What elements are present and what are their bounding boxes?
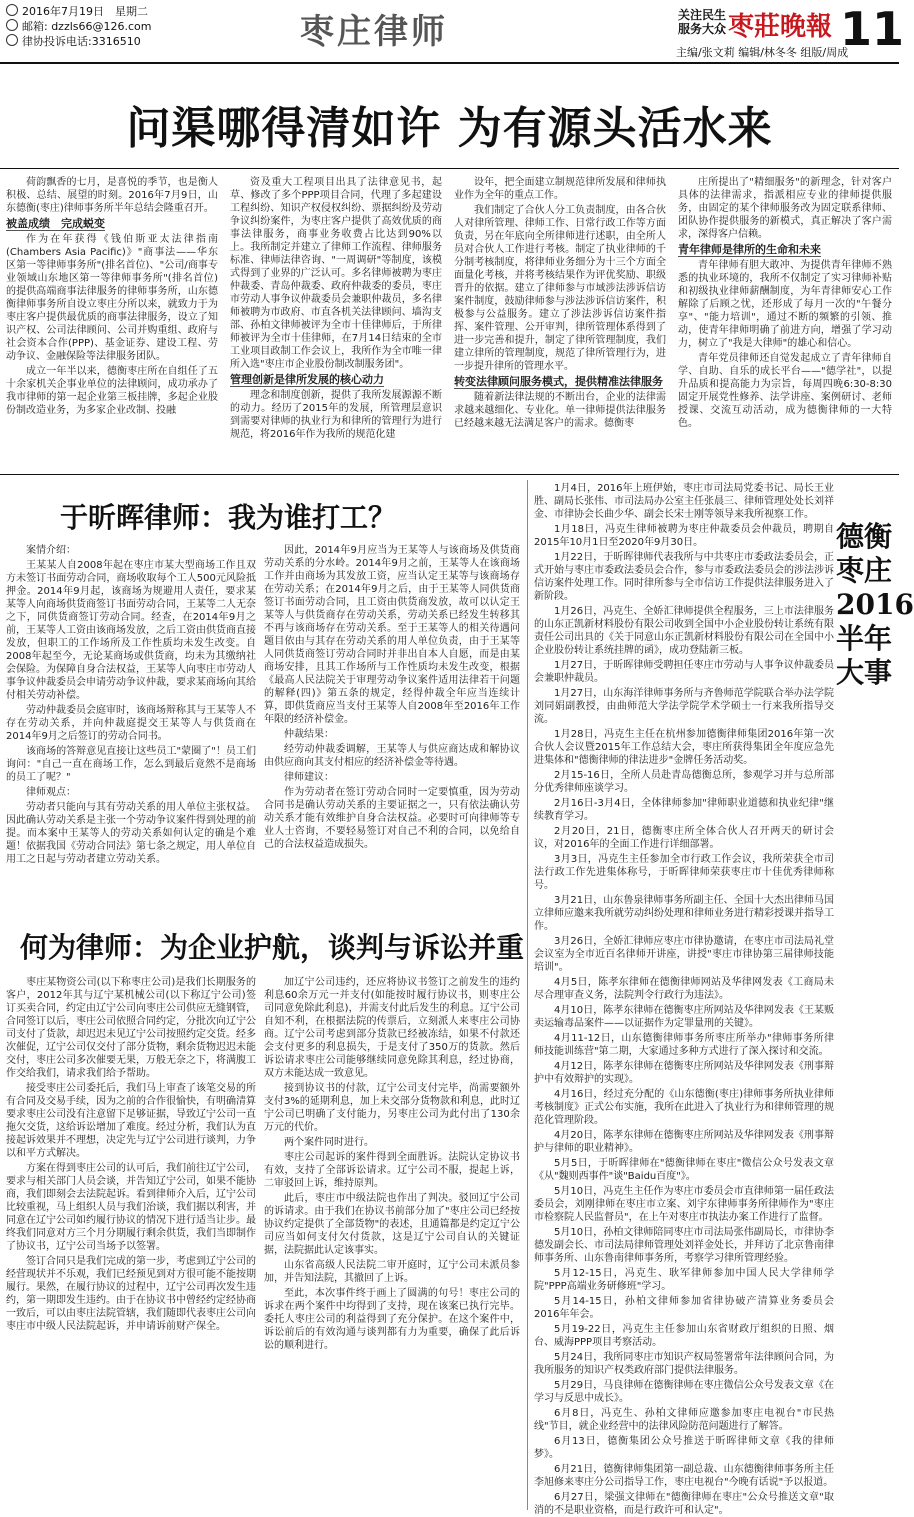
event-item: 5月12-15日，冯克生、耿军律师参加中国人民大学律师学院"PPP高端业务研修班"学习。 <box>534 1268 834 1292</box>
slogan: 关注民生 服务大众 <box>678 8 727 36</box>
event-item: 3月3日，冯克生主任参加全市行政工作会议，我所荣获全市司法行政工作先进集体称号，于昕晖律师荣获枣庄市十佳优秀律师称号。 <box>534 854 834 891</box>
event-item: 1月18日，冯克生律师被聘为枣庄仲裁委员会仲裁员，聘期自2015年10月1日至2020年9月30日。 <box>534 524 834 548</box>
paragraph: 该商场的答辩意见直接让这些员工"蒙圈了"！员工们询问："自己一直在商场工作，怎么到最后竟然不是商场的员工了呢？" <box>6 746 256 783</box>
paragraph: 随着新法律法规的不断出台，企业的法律需求越来越细化、专业化。单一律师提供法律服务已经越来越无法满足客户的需求。德衡枣 <box>454 392 666 429</box>
main-headline: 问渠哪得清如许 为有源头活水来 <box>126 103 773 154</box>
event-item: 5月10日，冯克生主任作为枣庄市委员会市直律师第一届任政法委员会，刘刚律师在枣庄市立案、刘宇东律师事务所律师作为"枣庄市检察院人民监督员"，在上午对枣庄市执法办案工作进行了监督。 <box>534 1186 834 1223</box>
lead-col-4 <box>678 176 892 466</box>
paragraph: 接到协议书的付款，辽宁公司支付完毕，尚需要额外支付3%的延期利息，加上未交部分货物款和利息，此时辽宁公司已明确了支付能力，另枣庄公司为此付出了130余万元的代价。 <box>264 1083 520 1133</box>
email-text: 邮箱: dzzls66@126.com <box>22 20 152 33</box>
event-item: 2月16日-3月4日，全体律师参加"律师职业道德和执业纪律"继续教育学习。 <box>534 798 834 822</box>
article-title-yu: 于昕晖律师：我为谁打工？ <box>60 501 397 534</box>
paragraph: 律师建议： <box>284 772 334 783</box>
event-item: 5月5日，于昕晖律师在"德衡律师在枣庄"微信公众号发表文章《从"魏则西事件"谈"Baidu百度"》。 <box>534 1158 834 1182</box>
clock-icon <box>6 4 18 16</box>
paragraph: 劳动者只能向与其有劳动关系的用人单位主张权益。因此确认劳动关系是主张一个劳动争议案件得到处理的前提。而本案中王某等人的劳动关系如何认定的确是个难题！依据我国《劳动合同法》第七条之规定，用人单位自用工之日起与劳动者建立劳动关系。 <box>6 802 256 865</box>
event-item: 4月12日，陈孝东律师在德衡枣庄所网站及华律网发表《刑事辩护中有效辩护的实现》。 <box>534 1061 834 1085</box>
paragraph: 王某某人自2008年起在枣庄市某大型商场工作且双方未签订书面劳动合同，商场收取每个工人500元风险抵押金。2014年9月起，该商场为规避用人责任，要求某某等人向商场供货商签订书面劳动合同，王某等二人无奈之下，同供货商签订劳动合同。经查，在2014年9月之前，王某等人工资由该商场发放，之后工资由供货商直接发放，但职工的工作场所及工作性质均未发生改变。自2008年起至今，无论某商场或供货商，均未为其缴纳社会保险。为保障自身合法权益，王某等人向枣庄市劳动人事争议仲裁委员会申请劳动争议仲裁，要求某商场向其给付相关劳动补偿。 <box>6 560 256 701</box>
event-item: 3月26日，全娇汇律师应枣庄市律协邀请，在枣庄市司法局礼堂会议室为全市近百名律师开讲座，讲授"枣庄市律协第三届律师技能培训"。 <box>534 936 834 973</box>
event-item: 4月11-12日，山东德衡律师事务所枣庄所举办"律师事务所律师技能训练营"第二期，大家通过多种方式进行了深入探讨和交流。 <box>534 1033 834 1057</box>
paragraph: 此后，枣庄市中级法院也作出了判决。驳回辽宁公司的诉请求。由于我们在协议书前部分加了"枣庄公司已经按协议约定提供了全部货物"的表述，且通篇都是约定辽宁公司应当如何支付欠付货款，这是辽宁公司自认的关键证据，法院据此认定该事实。 <box>264 1193 520 1256</box>
paragraph: 因此，2014年9月应当为王某等人与该商场及供货商劳动关系的分水岭。2014年9月之前，王某等人在该商场工作并由商场为其发放工资，应当认定王某等与该商场存在劳动关系；在2014年9月之后，由于王某等人同供货商签订书面劳动合同，且工资由供货商发放，故可以认定王某等人与供货商存在劳动关系，劳动关系已经发生转移其不再与该商场存在劳动关系。至于王某等人的相关待遇问题目依由与其存在劳动关系的用人单位负责，由于王某等人同供货商签订劳动合同时并非出自本人自愿，而是由某商场安排，且其工作场所与工作性质均未发生改变，根据《最高人民法院关于审理劳动争议案件适用法律若干问题的解释(四)》第五条的规定，经得仲裁全年应当连续计算，即供货商应当支付王某等人自2008年至2016年工作年限的经济补偿金。 <box>264 545 520 725</box>
paragraph: 两个案件同时进行。 <box>284 1137 374 1148</box>
event-item: 1月28日，冯克生主任在杭州参加德衡律师集团2016年第一次合伙人会议暨2015年工作总结大会，枣庄所获得集团全年度应急先进集体和"德衡律师的律法进步"金牌任务活动奖。 <box>534 729 834 766</box>
paragraph: 仲裁结果： <box>284 729 334 740</box>
column-divider <box>527 480 528 1510</box>
event-item: 4月10日，陈孝东律师在德衡枣庄所网站及华律网发表《王某贩卖运输毒品案件——以证据作为定罪量刑的关键》。 <box>534 1005 834 1029</box>
event-item: 4月5日，陈孝东律师在德衡律师网站及华律网发表《工商局未尽合理审查义务，法院判令行政行为违法》。 <box>534 977 834 1001</box>
paragraph: 山东省高级人民法院二审开庭时，辽宁公司未派员参加，并告知法院，其撤回了上诉。 <box>264 1260 520 1284</box>
event-item: 1月22日，于昕晖律师代表我所与中共枣庄市委政法委员会，正式开始与枣庄市委政法委员会合作，参与市委政法委员会的涉法涉诉信访案件处理工作。同时律所参与全市信访工作提供法律服务进入了新阶段。 <box>534 552 834 602</box>
header-rule <box>0 62 899 64</box>
paragraph: 案情介绍： <box>26 545 76 556</box>
lead-col-1 <box>6 176 218 466</box>
page-number: 11 <box>840 2 905 56</box>
section-title: 枣庄律师 <box>300 12 448 52</box>
article-title-he: 何为律师：为企业护航，谈判与诉讼并重 <box>20 931 525 964</box>
events-list <box>534 482 834 1516</box>
hotline <box>6 34 141 48</box>
event-item: 1月27日，山东海洋律师事务所与齐鲁师范学院联合举办法学院刘同娟副教授，由曲师范大学法学院学术学硕士一行来我所指导交流。 <box>534 688 834 725</box>
paragraph: 加辽宁公司违约，还应将协议书签订之前发生的违约利息60余万元一并支付(如能按时履行协议书，则枣庄公司同意免除此利息)，并需支付此后发生的利息。辽宁公司自知不利，在根据法院的传票后，立刻派人来枣庄公司协商。辽宁公司考虑到部分货款已经被冻结，如果不付款还会支付更多的利息损失，于是支付了350万的货款。然后诉讼请求枣庄公司能够继续同意免除其利息，经过协商，双方未能达成一致意见。 <box>264 977 520 1079</box>
paragraph: 方案在得到枣庄公司的认可后，我们前往辽宁公司，要求与相关部门人员会谈，并告知辽宁公司，如果不能协商，我们即刻会去法院起诉。看到律师介入后，辽宁公司比较重视，马上组织人员与我们治谈，我们据以利害，并同意在辽宁公司如约履行协议的情况下进行适当让步。最终我们同意对方三个月分期履行剩余供货，我们当即制作了协议书，辽宁公司当场予以签署。 <box>6 1163 256 1252</box>
event-item: 1月27日，于昕晖律师受聘担任枣庄市劳动与人事争议仲裁委员会兼职仲裁员。 <box>534 660 834 684</box>
paragraph: 枣庄某物资公司(以下称枣庄公司)是我们长期服务的客户，2012年其与辽宁某机械公司(以下称辽宁公司)签订买卖合同，约定由辽宁公司向枣庄公司供应无缝钢管，合同签订以后，枣庄公司依照合同约定，分批次向辽宁公司支付了货款，却迟迟未见辽宁公司按照约定交货。经多次催促，辽宁公司仅交付了部分货物，剩余货物迟迟未能交付，枣庄公司多次催要无果，万般无奈之下，将满腹工作交给我们，请求我们给予帮助。 <box>6 977 256 1079</box>
event-item: 5月29日，马良律师在德衡律师在枣庄微信公众号发表文章《在学习与反思中成长》。 <box>534 1380 834 1404</box>
event-item: 5月14-15日，孙柏文律师参加省律协破产清算业务委员会2016年年会。 <box>534 1296 834 1320</box>
paragraph: 资及重大工程项目出具了法律意见书，起草、修改了多个PPP项目合同，代理了多起建设工程纠纷、知识产权侵权纠纷、票据纠纷及劳动争议纠纷案件，为枣庄客户提供了高效优质的商事法律服务，商事业务收费占比达到90%以上。我所制定并建立了律师工作流程、律师服务标准、律师法律咨询、"一周调研"等制度，该模式得到了业界的广泛认可。多名律师被聘为枣庄仲裁委、青岛仲裁委、政府仲裁委的委员，枣庄市劳动人事争议仲裁委员会兼职仲裁员，多名律师被聘为市政府、市直各机关法律顾问、墙沟支部、孙柏文律师被评为全市十佳律师后，于所律师被评为全市十佳律师，在7月14日结束的全市工业项目政制工作会议上，我所作为全市唯一律所入选"枣庄市企业股份制改制服务团"。 <box>230 177 442 370</box>
subhead: 青年律师是律所的生命和未来 <box>678 243 821 256</box>
event-item: 6月13日，德衡集团公众号推送于昕晖律师文章《我的律师梦》。 <box>534 1436 834 1460</box>
paragraph: 接受枣庄公司委托后，我们马上审查了该笔交易的所有合同及交易手续，因为之前的合作很愉快，有明确清算要求枣庄公司没有注意留下足够证据，导致辽宁公司一直拖欠交货，这给诉讼增加了难度。经过分析，我们认为直接起诉效果并不理想，决定先与辽宁公司进行谈判，力争以和平方式解决。 <box>6 1083 256 1159</box>
event-item: 5月10日，孙柏文律师陪同枣庄市司法局张伟副局长，市律协李德发副会长、市司法局律师管理处刘祥金处长，并拜访了北京鲁南律师事务所、山东鲁南律师事务所，考察学习律所管理经验。 <box>534 1227 834 1264</box>
event-item: 1月26日，冯克生、全娇汇律师提供全程服务，三上市法律服务的山东正凯新材料股份有限公司收到全国中小企业股份转让系统有限责任公司出具的《关于同意山东正凯新材料股份有限公司在全国中小企业股份转让系统挂牌的函》，成功登陆新三板。 <box>534 606 834 656</box>
paragraph: 签订合同只是我们完成的第一步，考虑到辽宁公司的经营现状并不乐观，我们已经预见到对方很可能不能按期履行。果然，在履行协议的过程中，辽宁公司再次发生违约，第一期即发生违约。由于在协议书中曾经约定经协商一致后，可以由枣庄法院管辖，我们随即代表枣庄公司向枣庄市中级人民法院起诉，并申请诉前财产保全。 <box>6 1256 256 1332</box>
paragraph: 至此，本次事件终于画上了圆满的句号！枣庄公司的诉求在两个案件中均得到了支持，现在该案已执行完毕。委托人枣庄公司的利益得到了充分保护。在这个案件中，诉讼前后的有效沟通与谈判都有力为重要，确保了此后诉讼的顺利进行。 <box>264 1288 520 1351</box>
paragraph: 劳动仲裁委员会庭审时，该商场辩称其与王某等人不存在劳动关系，并向仲裁庭提交王某等人与供货商在2014年9月之后签订的劳动合同书。 <box>6 705 256 742</box>
yu-col-2 <box>264 544 520 894</box>
event-item: 4月16日，经过充分配的《山东德衡(枣庄)律师事务所执业律师考核制度》正式公布实施，我所在此进入了执业行为和律师管理的规范化管理阶段。 <box>534 1089 834 1126</box>
paragraph: 经劳动仲裁委调解，王某等人与供应商达成和解协议由供应商向其支付相应的经济补偿金等待遇。 <box>264 744 520 768</box>
event-item: 2月15-16日，全所人员赴青岛德衡总所，参观学习并与总所部分优秀律师座谈学习。 <box>534 770 834 794</box>
event-item: 2月20日，21日，德衡枣庄所全体合伙人召开两天的研讨会议，对2016年的全面工作进行详细部署。 <box>534 826 834 850</box>
paragraph: 荷韵飘香的七月，是喜悦的季节，也是衡人积极、总结、展望的时刻。2016年7月9日，山东德衡(枣庄)律师事务所半年总结会隆重召开。 <box>6 177 218 214</box>
event-item: 5月24日，我所同枣庄市知识产权局签署常年法律顾问合同，为我所服务的知识产权类政府部门提供法律服务。 <box>534 1352 834 1376</box>
paragraph: 枣庄公司起诉的案件得到全面胜诉。法院认定协议书有效，支持了全部诉讼请求。辽宁公司不服，提起上诉，二审驳回上诉，维持原判。 <box>264 1152 520 1189</box>
paragraph: 作为在年获得《钱伯斯亚太法律指南(Chambers Asia Pacific)》"商事法——华东区第一等律师事务所"(排名首位)、"公司/商事专业领域山东地区第一等律师事务所"(排名首位)的提供高端商事法律服务的律师事务所，山东德衡律师事务所自设立枣庄分所以来，就致力于为枣庄客户提供最优质的商事法律服务，设立了知识产权、公司法律顾问、公司并购重组、政府与社会资本合作(PPP)、基金证券、建设工程、劳动争议、金融保险等法律服务团队。 <box>6 234 218 362</box>
events-side-title: 德衡枣庄2016半年大事 <box>836 520 914 689</box>
event-item: 6月27日，梁强文律师在"德衡律师在枣庄"公众号推送文章"取消的不是职业资格，而是行政许可和认定"。 <box>534 1492 834 1516</box>
issue-date <box>6 4 148 18</box>
paragraph: 青年律师有胆大敢冲、为提供青年律师不熟悉的执业环境的，我所不仅制定了实习律师补贴和初级执业律师薪酬制度，为年青律师安心工作解除了后顾之忧，还形成了每月一次的"午餐分享"、"能力培训"，通过不断的频繁的引领、推动，使青年律师明确了前进方向，增强了学习动力，树立了"我是大律师"的雄心和信心。 <box>678 260 892 349</box>
subhead: 转变法律顾问服务模式，提供精准法律服务 <box>454 375 663 388</box>
event-item: 6月8日，冯克生、孙柏文律师应邀参加枣庄电视台"市民热线"节目，就企业经营中的法律风险防范问题进行了解答。 <box>534 1408 834 1432</box>
paragraph: 成立一年半以来，德衡枣庄所在自组任了五十余家机关企事业单位的法律顾问，成功承办了我市律师的第一起企业第三板挂牌，多起企业股份制改造业务，为多家企业改制、投融 <box>6 366 218 416</box>
paragraph: 我们制定了合伙人分工负责制度，由各合伙人对律所管理、律师工作、日常行政工作等方面负责，另在年底向全所律师进行述职，由全所人员对合伙人工作进行考核。制定了执业律师的千分制考核制度，将律师业务细分为十三个方面全面量化考核，并将考核结果作为评优奖励、职级晋升的依据。建立了律师参与市域涉法涉诉信访案件制度，鼓励律师参与涉法涉诉信访案件，积极参与公益服务。建立了涉法涉诉信访案件指挥、案件管理、公开审判，律所管理体系得到了进一步完善和提升，制定了律所管理制度，我们建立律所的管理制度，规范了律所管理行为，进一步提升律所的管理水平。 <box>454 205 666 372</box>
event-item: 3月21日，山东鲁泉律师事务所副主任、全国十大杰出律师马国立律师应邀来我所就劳动纠纷处理和律师业务进行精彩授课并指导工作。 <box>534 895 834 932</box>
section-rule <box>0 474 899 475</box>
yu-col-1 <box>6 544 256 894</box>
event-item: 4月20日，陈孝东律师在德衡枣庄所网站及华律网发表《刑事辩护与律师的职业精神》。 <box>534 1130 834 1154</box>
mail-icon <box>6 19 18 31</box>
subhead: 被盖成绩 完成蜕变 <box>6 217 105 230</box>
event-item: 6月21日，德衡律师集团第一副总裁、山东德衡律师事务所主任李旭修来枣庄分公司指导工作，枣庄电视台"今晚有话说"予以报道。 <box>534 1464 834 1488</box>
he-col-2 <box>264 976 520 1511</box>
he-col-1 <box>6 976 256 1511</box>
paragraph: 律师观点： <box>26 787 76 798</box>
paragraph: 作为劳动者在签订劳动合同时一定要慎重，因为劳动合同书是确认劳动关系的主要证据之一，只有依法确认劳动关系才能有效维护自身合法权益。必要时可向律师等专业人士咨询，不要轻易签订对自己不利的合同，以免给自己的合法权益造成损失。 <box>264 787 520 850</box>
headline-rule <box>0 168 899 169</box>
issue-date-text: 2016年7月19日 星期二 <box>22 5 148 18</box>
editors-credit: 主编/张文莉 编辑/林冬冬 组版/周成 <box>676 46 849 59</box>
paragraph: 庄所提出了"精细服务"的新理念，针对客户具体的法律需求，指派相应专业的律师提供服务，由固定的某个律师服务改为固定联系律师、团队协作提供服务的新模式，真正解决了客户需求，深得客户信赖。 <box>678 177 892 240</box>
lead-col-2 <box>230 176 442 466</box>
event-item: 1月4日，2016年上班伊始，枣庄市司法局党委书记、局长王业胜、副局长张伟、市司法局办公室主任张晨三、律师管理处处长刘祥金、市律协会长曲少华、副会长宋士刚等领导来我所视察工作。 <box>534 483 834 520</box>
lead-col-3 <box>454 176 666 466</box>
paragraph: 青年党员律师还自觉发起成立了青年律师自学、自助、自乐的成长平台——"德学社"，以提升品质和提高能力为宗旨，每周四晚6:30-8:30固定开展党性修养、法学讲座、案例研讨、老师授课、交流互动活动，成为德衡律师的一大特色。 <box>678 353 892 429</box>
event-item: 5月19-22日，冯克生主任参加山东省财政厅组织的日照、烟台、威海PPP项目考察活动。 <box>534 1324 834 1348</box>
brand-logo: 枣莊晚報 <box>728 12 833 42</box>
email <box>6 19 152 33</box>
paragraph: 理念和制度创新，提供了我所发展源源不断的动力。经历了2015年的发展，所管理层意识到需要对律师的执业行为和律所的管理行为进行规范，将2016年作为我所的规范化建 <box>230 390 442 440</box>
paragraph: 设年，把全面建立制规范律所发展和律师执业作为全年的重点工作。 <box>454 177 666 201</box>
subhead: 管理创新是律所发展的核心动力 <box>230 373 384 386</box>
hotline-text: 律协投诉电话:3316510 <box>22 35 141 48</box>
phone-icon <box>6 34 18 46</box>
